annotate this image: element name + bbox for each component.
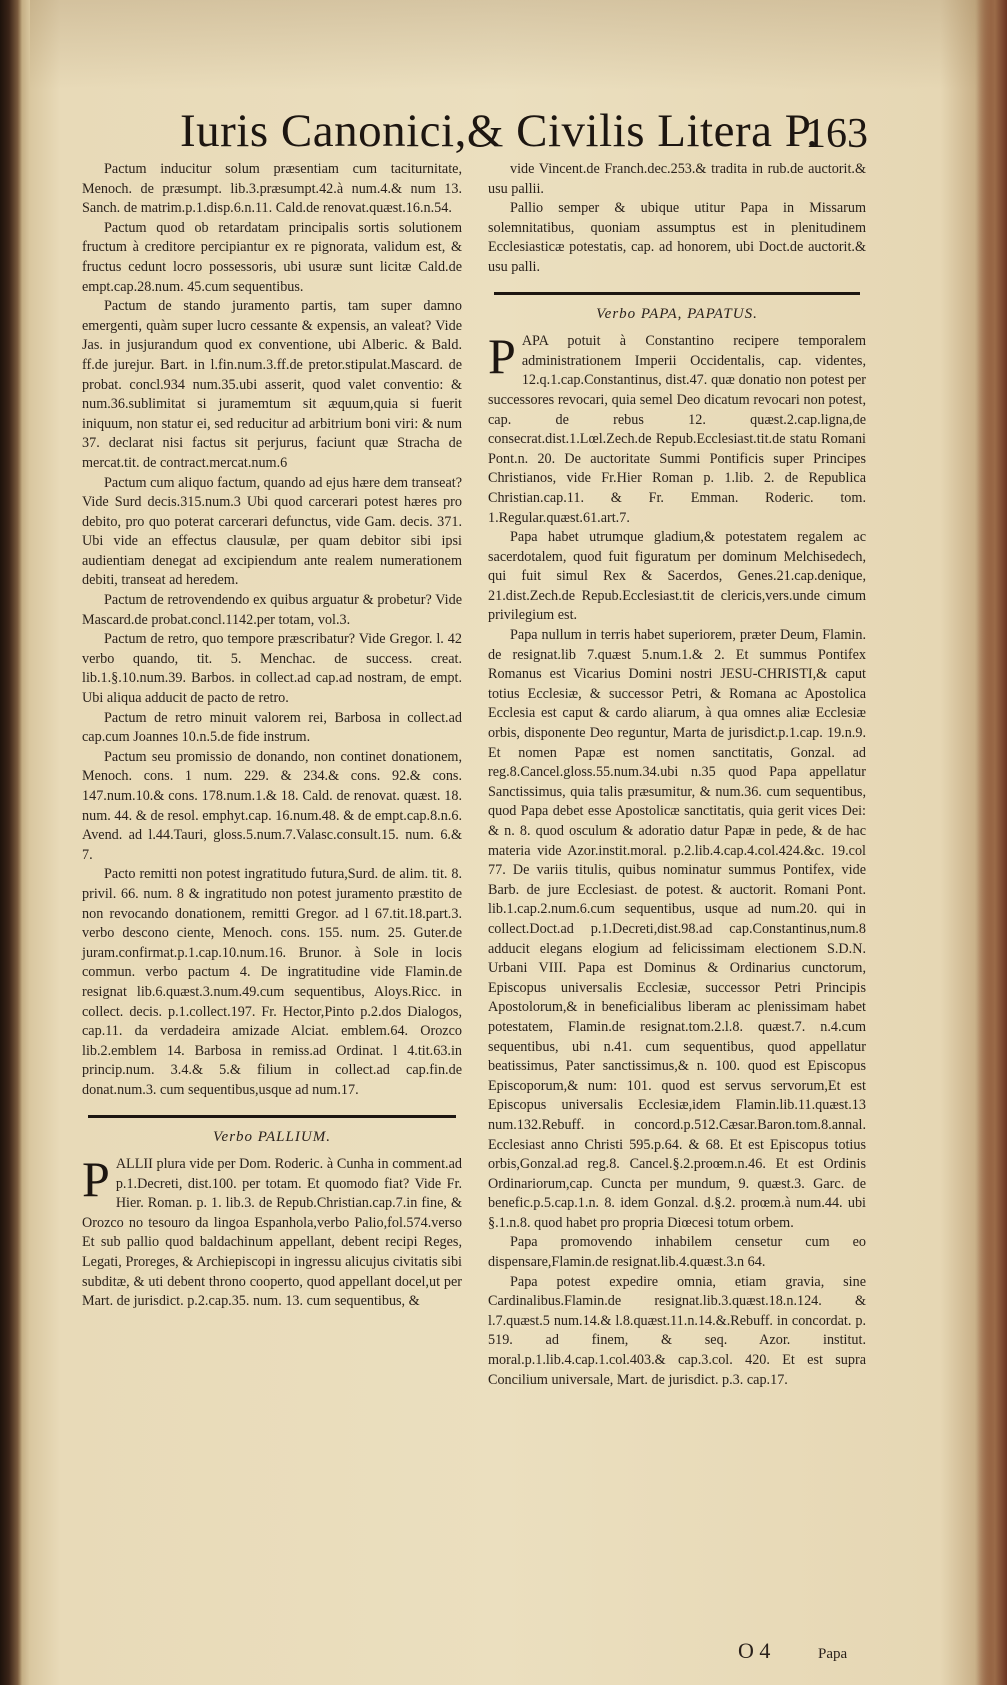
- papa-first-paragraph: PAPA potuit à Constantino recipere temporalem administrationem Imperii Occidentalis, cap. videntes, 12.q.1.cap.Constantinus, dist.47. quæ donatio non potest per successores revocari, quia semel Deo dicatum revocari non potest, cap. de rebus 12. quæst.2.cap.ligna,de consecrat.dist.1.Lœl.Zech.de Repub.Ecclesiast.tit.de statu Romani Pont.n. 20. De auctoritate Summi Pontificis super Principes Christianos, vide Fr.Hier Roman p. 1.lib. 2. de Republica Christian.cap.11. & Fr. Emman. Roderic. tom. 1.Regular.quæst.61.art.7.: [488, 328, 866, 526]
- left-paragraphs: [82, 160, 462, 1101]
- signature-mark: O 4: [738, 1638, 771, 1663]
- paragraph: Pactum cum aliquo factum, quando ad ejus hære dem transeat? Vide Surd decis.315.num.3 Ubi quod carcerari potest hæres pro debito, pro quo poterat carcerari defunctus, vide Gam. decis. 371. Ubi vide an effectus clausulæ, per quam debitor sibi ipsi audientiam denegat ad excipiendum ante realem numerationem debiti, transeat ad heredem.: [82, 474, 462, 589]
- paragraph: vide Vincent.de Franch.dec.253.& tradita in rub.de auctorit.& usu pallii.: [488, 161, 866, 197]
- section-rule: [88, 1115, 456, 1118]
- paragraph: Pactum seu promissio de donando, non continet donationem, Menoch. cons. 1 num. 229. & 234.& cons. 92.& cons. 147.num.10.& cons. 178.num.1.& 18. Cald. de renovat. quæst. 18. num. 44. & de resol. emphyt.cap. 16.num.48. & de empt.cap.8.n.6. Avend. ad l.44.Tauri, gloss.5.num.7.Valasc.consult.15. num. 6.& 7.: [82, 748, 462, 863]
- drop-cap: P: [488, 328, 516, 385]
- running-head: Iuris Canonici,& Civilis Litera P.: [180, 105, 819, 157]
- paragraph: Papa promovendo inhabilem censetur cum eo dispensare,Flamin.de resignat.lib.4.quæst.3.n 64.: [488, 1234, 866, 1271]
- section-rule: [494, 292, 860, 295]
- paragraph: Pactum de retrovendendo ex quibus arguatur & probetur? Vide Mascard.de probat.concl.1142.per totam, vol.3.: [82, 592, 462, 628]
- left-column: [82, 160, 462, 1312]
- right-column: [488, 160, 866, 1390]
- paragraph: Pactum de retro minuit valorem rei, Barbosa in collect.ad cap.cum Joannes 10.n.5.de fide instrum.: [82, 709, 462, 746]
- paragraph: Papa habet utrumque gladium,& potestatem regalem ac sacerdotalem, quod fuit figuratum per dominum Melchisedech, qui fuit simul Rex & Sacerdos, Genes.21.cap.denique, 21.dist.Zech.de Repub.Ecclesiast.tit de clericis,vers.unde cimum privilegium est.: [488, 529, 866, 624]
- papa-paragraphs: [488, 528, 866, 1390]
- section-heading-papa: Verbo PAPA, PAPATUS.: [596, 305, 758, 322]
- right-top-paragraphs: [488, 160, 866, 278]
- page-number: 163: [805, 111, 868, 157]
- book-spine: [0, 0, 22, 1685]
- drop-cap: P: [82, 1151, 110, 1208]
- paragraph: Papa potest expedire omnia, etiam gravia, sine Cardinalibus.Flamin.de resignat.lib.3.quæst.18.n.124. & l.7.quæst.5 num.14.& l.8.quæst.11.n.14.&.Rebuff. in concordat. p. 519. ad finem, & seq. Azor. institut. moral.p.1.lib.4.cap.1.col.403.& cap.3.col. 420. Et est supra Concilium universale, Mart. de jurisdict. p.3. cap.17.: [488, 1273, 866, 1388]
- paragraph: Pactum de retro, quo tempore præscribatur? Vide Gregor. l. 42 verbo quando, tit. 5. Menchac. de success. creat. lib.1.§.10.num.39. Barbos. in collect.ad cap.ad nostram, de empt. Ubi aliqua adducit de pacto de retro.: [82, 631, 462, 707]
- pallium-first-paragraph: PALLII plura vide per Dom. Roderic. à Cunha in comment.ad p.1.Decreti, dist.100. per totam. Et quomodo fiat? Vide Fr. Hier. Roman. p. 1. lib.3. de Repub.Christian.cap.7.in fine, & Orozco no tesouro da lingoa Espanhola,verbo Palio,fol.574.verso Et sub pallio quod baldachinum appellant, debent recipi Reges, Legati, Proreges, & Archiepiscopi in ingressu alicujus civitatis sibi subditæ, & uti debent throno cooperto, quod appellant docel,ut per Mart. de jurisdict. p.2.cap.35. num. 13. cum sequentibus, &: [82, 1151, 462, 1310]
- paragraph: Pactum quod ob retardatam principalis sortis solutionem fructum à creditore percipiantur ex re pignorata, validum est, & fructus cedunt locro possessoris, ubi usuræ sunt licitæ Cald.de empt.cap.28.num. 45.cum sequentibus.: [82, 219, 462, 295]
- paragraph: Papa nullum in terris habet superiorem, præter Deum, Flamin. de resignat.lib 7.quæst 5.num.1.& 2. Et summus Pontifex Romanus est Vicarius Domini nostri JESU-CHRISTI,& caput totius Ecclesiæ, & successor Petri, & Romana ac Apostolica Ecclesia est caput & cardo aliarum, à qua omnes aliæ Ecclesiæ orbis, disponente Deo reguntur, Marta de jurisdict.p.1.cap. 19.n.9. Et nomen Papæ est nomen sanctitatis, Gonzal. ad reg.8.Cancel.gloss.55.num.34.ubi n.35 quod Papa appellatur Sanctissimus, quia talis præsumitur, & num.36. cum sequentibus, quod Papa debet esse Apostolicæ sanctitatis, quia gerit vices Dei: & n. 8. quod osculum & adoratio datur Papæ in pede, & de hac materia vide Azor.instit.moral. p.2.lib.4.cap.4.col.424.&c. 19.col 77. De variis titulis, quibus nominatur summus Pontifex, vide Barb. de jure Ecclesiast. de potest. & auctorit. Romani Pont. lib.1.cap.2.num.6.cum sequentibus, usque ad num.20. qui in collect.Doct.ad p.1.Decreti,dist.98.ad cap.Constantinus,num.8 adducit elegans elogium ad felicissimam electionem S.D.N. Urbani VIII. Papa est Dominus & Ordinarius cunctorum, Episcopus universalis Ecclesiæ, successor Petri Principis Apostolorum,& in beneficialibus liberam ac plenissimam habet potestatem, Flamin.de resignat.tom.2.l.8. quæst.7. n.4.cum sequentibus, ubi n.41. cum sequentibus, quod appellatur beatissimus, Pater sanctissimus,& n. 100. quod est Episcopus Episcoporum,& num: 101. quod est servus servorum,Et est Episcopus universalis Ecclesiæ,idem Flamin.lib.11.quæst.13 num.132.Rebuff. in concord.p.512.Cæsar.Baron.tom.8.annal. Ecclesiast anno Christi 595.p.64. & 68. Et est Episcopus totius orbis,Gonzal.ad reg.8. Cancel.§.2.proœm.n.46. Et est Ordinis Ordinariorum,cap. Cuncta per mundum, 9. quæst.3. Garc. de benefic.p.5.cap.1.n. 8. idem Gonzal. d.§.2. proœm.à num.44. ubi §.1.n.8. quod habet pro propria Diœcesi totum orbem.: [488, 627, 866, 1231]
- page-edge: [977, 0, 1007, 1685]
- paragraph: Pallio semper & ubique utitur Papa in Missarum solemnitatibus, quoniam assumptus est in plenitudinem Ecclesiasticæ potestatis, cap. ad honorem, ubi Doct.de auctorit.& usu palli.: [488, 200, 866, 275]
- paragraph: Pacto remitti non potest ingratitudo futura,Surd. de alim. tit. 8. privil. 66. num. 8 & ingratitudo non potest juramento præstito de non revocando donationem, remitti Gregor. ad l 67.tit.18.part.3. verbo descono ciente, Menoch. cons. 155. num. 25. Guter.de juram.confirmat.p.1.cap.10.num.16. Brunor. à Sole in locis commun. verbo pactum 4. De ingratitudine vide Flamin.de resignat lib.6.quæst.3.num.49.cum sequentibus, Aloys.Ricc. in collect. decis. p.1.collect.197. Fr. Hector,Pinto p.2.dos Dialogos, cap.11. da verdadeira amizade Alciat. emblem.64. Orozco lib.2.emblem 14. Barbosa in remiss.ad Ordinat. l 4.tit.63.in princip.num. 3.4.& 5.& filium in collect.ad cap.fin.de donat.num.3. cum sequentibus,usque ad num.17.: [82, 866, 462, 1098]
- catchword: Papa: [818, 1646, 848, 1662]
- paragraph: Pactum de stando juramento partis, tam super damno emergenti, quàm super lucro cessante & expensis, an valeat? Vide Jas. in jusjurandum quod ex conventione, ubi Alberic. & Bald. ff.de jurejur. Bart. in l.fin.num.3.ff.de pretor.stipulat.Mascard. de probat. concl.934 num.35.ubi asserit, quod valet conventio: & num.36.sublimitat si juramemtum sit æquum,quia si fuerit iniquum, non statur ei, sed reducitur ad arbitrium boni viri: & num 37. declarat nisi factus sit perjurus, faciunt quæ Stracha de mercat.tit. de contract.mercat.num.6: [82, 298, 462, 471]
- paragraph: Pactum inducitur solum præsentiam cum taciturnitate, Menoch. de præsumpt. lib.3.præsumpt.42.à num.4.& num 13. Sanch. de matrim.p.1.disp.6.n.11. Cald.de renovat.quæst.16.n.54.: [82, 161, 462, 217]
- section-heading-pallium: Verbo PALLIUM.: [213, 1128, 331, 1145]
- page-stain: [30, 0, 990, 90]
